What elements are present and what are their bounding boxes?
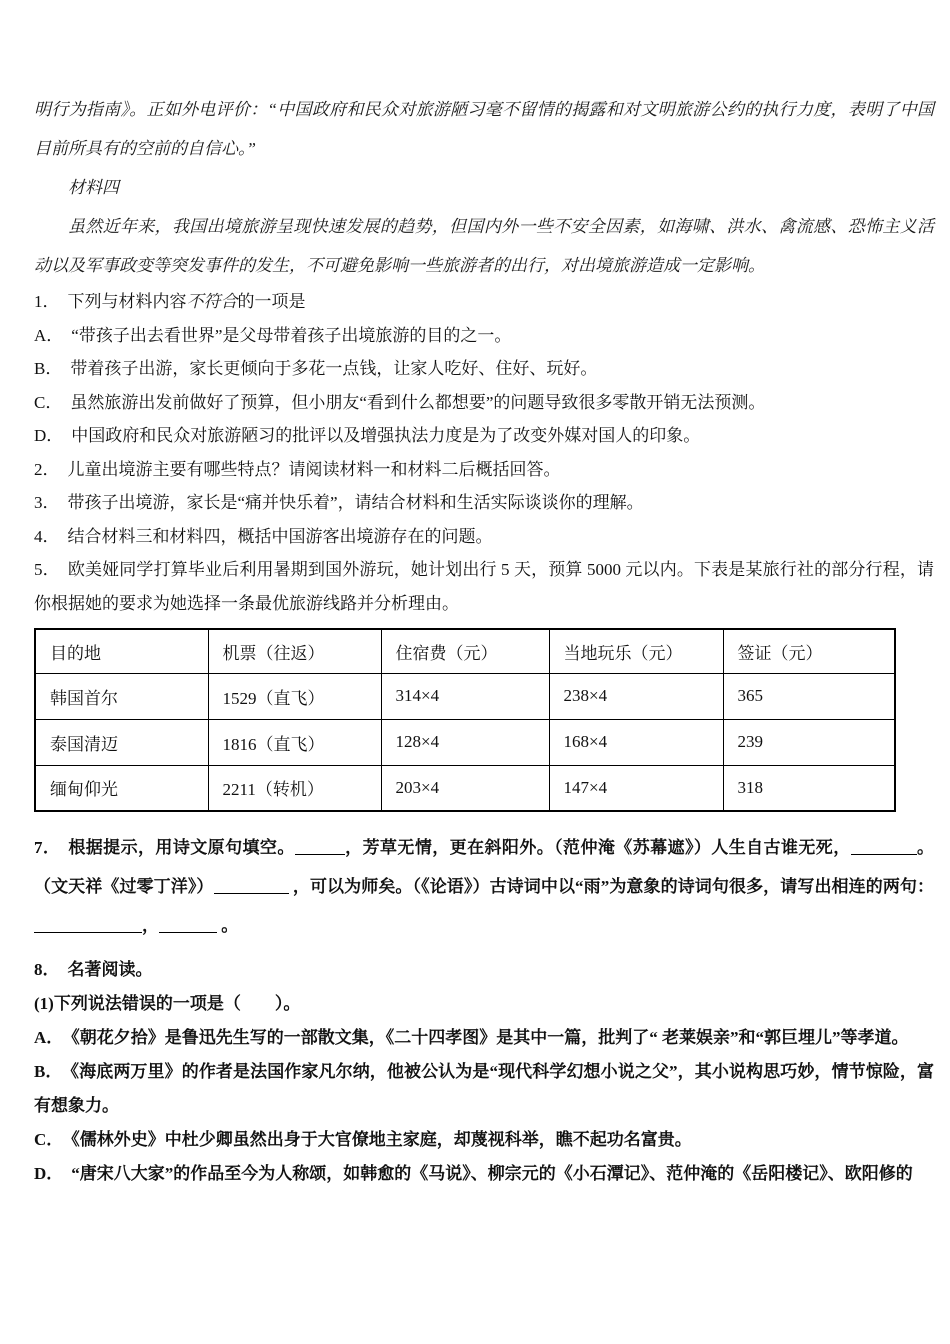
questions-1-to-5 — [34, 285, 934, 620]
question-7-text: 。 — [217, 916, 239, 935]
question-8-sub1: (1)下列说法错误的一项是（ ）。 — [34, 994, 301, 1013]
header-visa: 签证（元） — [723, 629, 895, 673]
header-airfare: 机票（往返） — [208, 629, 381, 673]
answer-blank — [295, 840, 345, 855]
cell-local-fun: 147×4 — [549, 765, 723, 811]
question-5-number: 5． — [34, 560, 60, 579]
option-d-label: D． — [34, 1164, 64, 1183]
question-7-text: 根据提示，用诗文原句填空。 — [68, 838, 295, 857]
question-7-text: ，可以为师矣。（《论语》）古诗词中以“雨”为意象的诗词句很多，请写出相连的两句： — [288, 877, 935, 896]
cell-visa: 318 — [723, 765, 895, 811]
question-4-number: 4． — [34, 526, 60, 546]
material-continuation-paragraph: 明行为指南》。正如外电评价：“中国政府和民众对旅游陋习毫不留情的揭露和对文明旅游公约的执行力度，表明了中国目前所具有的空前的自信心。” — [34, 100, 934, 158]
table-row — [35, 673, 895, 719]
question-7 — [34, 828, 934, 945]
option-a-text: “带孩子出去看世界”是父母带着孩子出境旅游的目的之一。 — [71, 325, 512, 345]
question-1-option-b — [34, 352, 934, 386]
question-3-number: 3． — [34, 493, 60, 512]
cell-lodging: 314×4 — [381, 673, 549, 719]
answer-blank — [159, 918, 217, 933]
question-4-text: 结合材料三和材料四，概括中国游客出境游存在的问题。 — [67, 526, 493, 546]
question-2-number: 2． — [34, 459, 60, 479]
cell-airfare: 1529（直飞） — [208, 673, 381, 719]
cell-destination: 韩国首尔 — [35, 673, 208, 719]
option-a-label: A． — [34, 1028, 64, 1047]
header-local-fun: 当地玩乐（元） — [549, 629, 723, 673]
cell-local-fun: 168×4 — [549, 719, 723, 765]
option-b-label: B． — [34, 359, 63, 378]
option-b-text: 《海底两万里》的作者是法国作家凡尔纳，他被公认为是“现代科学幻想小说之父”，其小说构思巧妙，情节惊险，富有想象力。 — [34, 1062, 935, 1115]
option-c-text: 《儒林外史》中杜少卿虽然出身于大官僚地主家庭，却蔑视科举，瞧不起功名富贵。 — [71, 1130, 692, 1149]
header-lodging: 住宿费（元） — [381, 629, 549, 673]
option-b-label: B． — [34, 1062, 63, 1081]
question-2-text: 儿童出境游主要有哪些特点？请阅读材料一和材料二后概括回答。 — [67, 459, 561, 479]
question-1-text-suffix: 的一项是 — [237, 292, 306, 311]
question-5-text: 欧美娅同学打算毕业后利用暑期到国外游玩，她计划出行 5 天，预算 5000 元以内。下表是某旅行社的部分行程，请你根据她的要求为她选择一条最优旅游线路并分析理由。 — [34, 560, 935, 613]
question-8-option-b — [34, 1055, 934, 1123]
question-4 — [34, 520, 934, 554]
cell-visa: 239 — [723, 719, 895, 765]
question-1-option-d — [34, 419, 934, 453]
table-row — [35, 765, 895, 811]
table-header-row — [35, 629, 895, 673]
question-7-text: ，芳草无情，更在斜阳外。（范仲淹《苏幕遮》）人生自古谁无死， — [344, 838, 851, 857]
question-7-text: 。（文天祥《过零丁洋》） — [34, 838, 935, 896]
option-a-label: A． — [34, 325, 64, 345]
question-8-option-c — [34, 1123, 934, 1157]
question-3-text: 带孩子出境游，家长是“痛并快乐着”，请结合材料和生活实际谈谈你的理解。 — [67, 493, 644, 512]
question-2 — [34, 453, 934, 487]
question-1-option-c — [34, 386, 934, 420]
option-c-text: 虽然旅游出发前做好了预算，但小朋友“看到什么都想要”的问题导致很多零散开销无法预测。 — [70, 392, 766, 412]
cell-airfare: 1816（直飞） — [208, 719, 381, 765]
question-1-text: 下列与材料内容 — [67, 292, 187, 311]
answer-blank — [214, 879, 289, 894]
question-8-option-d — [34, 1157, 934, 1191]
question-8 — [34, 953, 934, 1191]
answer-blank — [851, 840, 917, 855]
option-c-label: C． — [34, 392, 63, 412]
cell-local-fun: 238×4 — [549, 673, 723, 719]
cell-airfare: 2211（转机） — [208, 765, 381, 811]
question-7-number: 7． — [34, 838, 61, 857]
question-7-text: ， — [142, 916, 159, 935]
question-8-option-a — [34, 1021, 934, 1055]
cell-visa: 365 — [723, 673, 895, 719]
question-1-number: 1． — [34, 292, 60, 311]
option-c-label: C． — [34, 1130, 64, 1149]
question-8-title — [34, 953, 934, 987]
option-d-text: “唐宋八大家”的作品至今为人称颂，如韩愈的《马说》、柳宗元的《小石潭记》、范仲淹的《岳阳楼记》、欧阳修的 — [71, 1164, 913, 1183]
question-1-stem — [34, 285, 934, 319]
question-8-number: 8． — [34, 960, 60, 979]
question-5 — [34, 553, 934, 620]
answer-blank — [34, 918, 142, 933]
itinerary-table — [34, 628, 896, 812]
question-1-emphasis: 不符合 — [186, 292, 238, 311]
option-a-text: 《朝花夕拾》是鲁迅先生写的一部散文集，《二十四孝图》是其中一篇，批判了“ 老莱娱亲”和“郭巨埋儿”等孝道。 — [71, 1028, 909, 1047]
cell-destination: 泰国清迈 — [35, 719, 208, 765]
material-four-paragraph: 虽然近年来，我国出境旅游呈现快速发展的趋势，但国内外一些不安全因素，如海啸、洪水、禽流感、恐怖主义活动以及军事政变等突发事件的发生，不可避免影响一些旅游者的出行，对出境旅游造成一定影响。 — [34, 217, 934, 275]
cell-lodging: 128×4 — [381, 719, 549, 765]
question-8-title-text: 名著阅读。 — [67, 960, 153, 979]
question-3 — [34, 486, 934, 520]
option-d-text: 中国政府和民众对旅游陋习的批评以及增强执法力度是为了改变外媒对国人的印象。 — [71, 426, 701, 445]
header-destination: 目的地 — [35, 629, 208, 673]
table-row — [35, 719, 895, 765]
cell-destination: 缅甸仰光 — [35, 765, 208, 811]
option-b-text: 带着孩子出游，家长更倾向于多花一点钱，让家人吃好、住好、玩好。 — [70, 359, 598, 378]
question-1-option-a — [34, 319, 934, 353]
cell-lodging: 203×4 — [381, 765, 549, 811]
material-four-label: 材料四 — [68, 178, 119, 197]
option-d-label: D． — [34, 426, 64, 445]
